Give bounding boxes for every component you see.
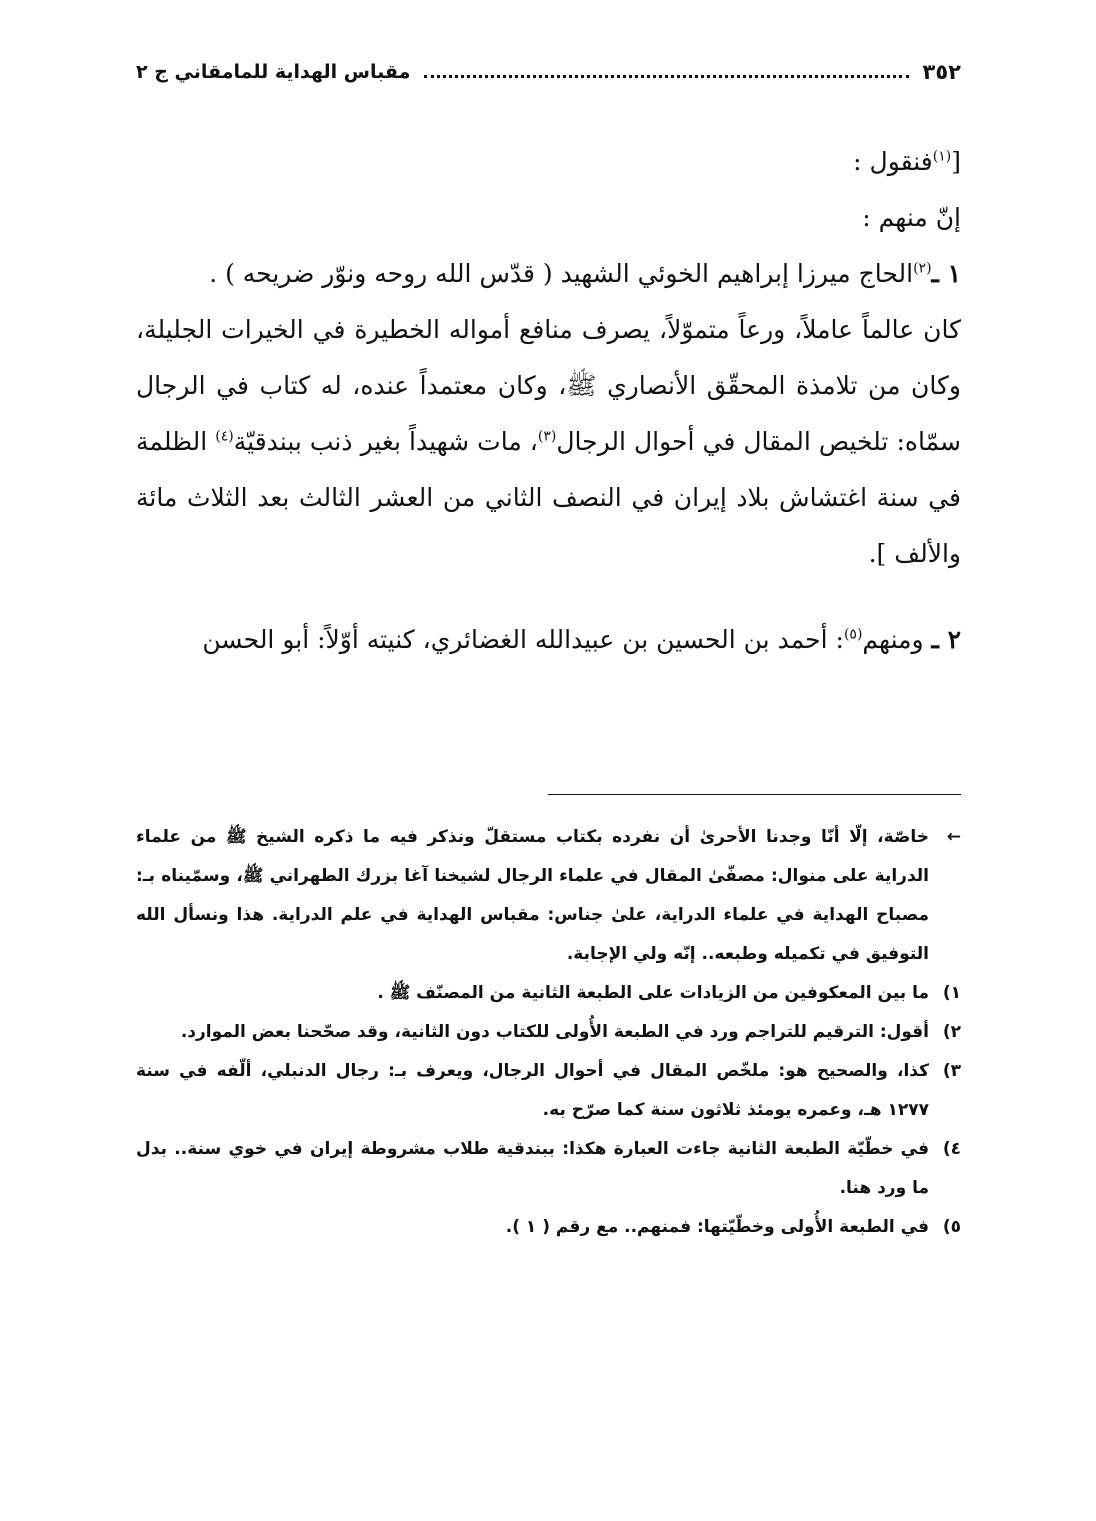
footnote-text: في الطبعة الأُولى وخطّيّتها: فمنهم.. مع رقم ( ١ ). [505,1217,929,1237]
footnote-number: ٣) [942,1061,961,1081]
footnote-1 [136,974,961,1013]
footnote-ref-2: (٢) [913,260,932,277]
footnote-ref-1: (١) [932,148,952,165]
paragraph-among-them: إنّ منهم : [862,203,961,232]
footnote-text: ما بين المعكوفين من الزيادات على الطبعة الثانية من المصنّف ﷺ . [377,983,929,1003]
entry-1-number: ١ ـ [931,259,961,288]
bio-text-1: كان عالماً عاملاً، ورعاً متموّلاً، يصرف منافع أمواله الخطيرة في الخيرات الجليلة، وكان من تلامذة المحقّق الأنصاري ﷺ، وكان معتمداً عنده، له كتاب في الرجال سمّاه: تلخيص المقال في أحوال الرجال [136,315,961,456]
footnote-ref-5: (٥) [843,626,863,643]
footnote-ref-4: (٤) [215,428,234,445]
footnote-text: خاصّة، إلّا أنّا وجدنا الأحرىٰ أن نفرده بكتاب مستقلّ ونذكر فيه ما ذكره الشيخ ﷺ من علماء الدراية على منوال: مصفّىٰ المقال في علماء الرجال لشيخنا آغا بزرك الطهراني ﷺ، وسمّيناه بـ: مصباح الهداية في علماء الدراية، علىٰ جناس: مقباس الهداية في علم الدراية. هذا ونسأل الله التوفيق في تكميله وطبعه.. إنّه ولي الإجابة. [136,827,929,964]
footnote-continued [136,818,961,974]
book-title: مقباس الهداية للمامقاني ج ٢ [136,61,411,83]
footnotes [136,818,961,1247]
entry-1-name: الحاج ميرزا إبراهيم الخوئي الشهيد ( قدّس الله روحه ونوّر ضريحه ) . [209,259,914,288]
footnote-ref-3: (٣) [537,428,557,445]
footnote-text: في خطّيّة الطبعة الثانية جاءت العبارة هكذا: ببندقية طلاب مشروطة إيران في خوي سنة.. بدل ما ورد هنا. [136,1139,929,1198]
entry-1-biography [136,302,961,582]
bio-text-2: ، مات شهيداً بغير ذنب ببندقيّة [233,427,538,456]
footnote-number: ٥) [942,1217,961,1237]
opening-bracket: [ [951,147,961,176]
entry-2-name: : أحمد بن الحسين بن عبيدالله الغضائري، كنيته أوّلاً: أبو الحسن [202,625,844,654]
header-dot-leader [424,75,908,78]
footnote-text: أقول: الترقيم للتراجم ورد في الطبعة الأُولى للكتاب دون الثانية، وقد صحّحنا بعض الموارد. [180,1022,929,1042]
entry-1-heading [136,246,961,302]
footnote-5 [136,1208,961,1247]
footnote-number: ٢) [942,1022,961,1042]
paragraph-intro [136,134,961,190]
footnote-3 [136,1052,961,1130]
footnote-separator [548,794,961,795]
footnote-2 [136,1013,961,1052]
footnote-number: ٤) [942,1139,961,1159]
entry-2-heading [136,612,961,668]
intro-text: فنقول : [853,147,933,176]
running-header [136,52,961,92]
continuation-arrow: ← [946,827,961,847]
entry-2-number: ٢ ـ [931,625,961,654]
footnote-text: كذا، والصحيح هو: ملخّص المقال في أحوال الرجال، ويعرف بـ: رجال الدنبلي، ألّفه في سنة ١٢٧٧ هـ، وعمره يومئذ ثلاثون سنة كما صرّح به. [136,1061,929,1120]
entry-2-lead: ومنهم [862,625,932,654]
page-number: ٣٥٢ [922,60,961,84]
footnote-number: ١) [942,983,961,1003]
footnote-4 [136,1130,961,1208]
main-text [136,134,961,668]
bio-text-3: الظلمة في سنة اغتشاش بلاد إيران في النصف الثاني من العشر الثالث بعد الثلاث مائة والألف ]. [136,427,961,568]
